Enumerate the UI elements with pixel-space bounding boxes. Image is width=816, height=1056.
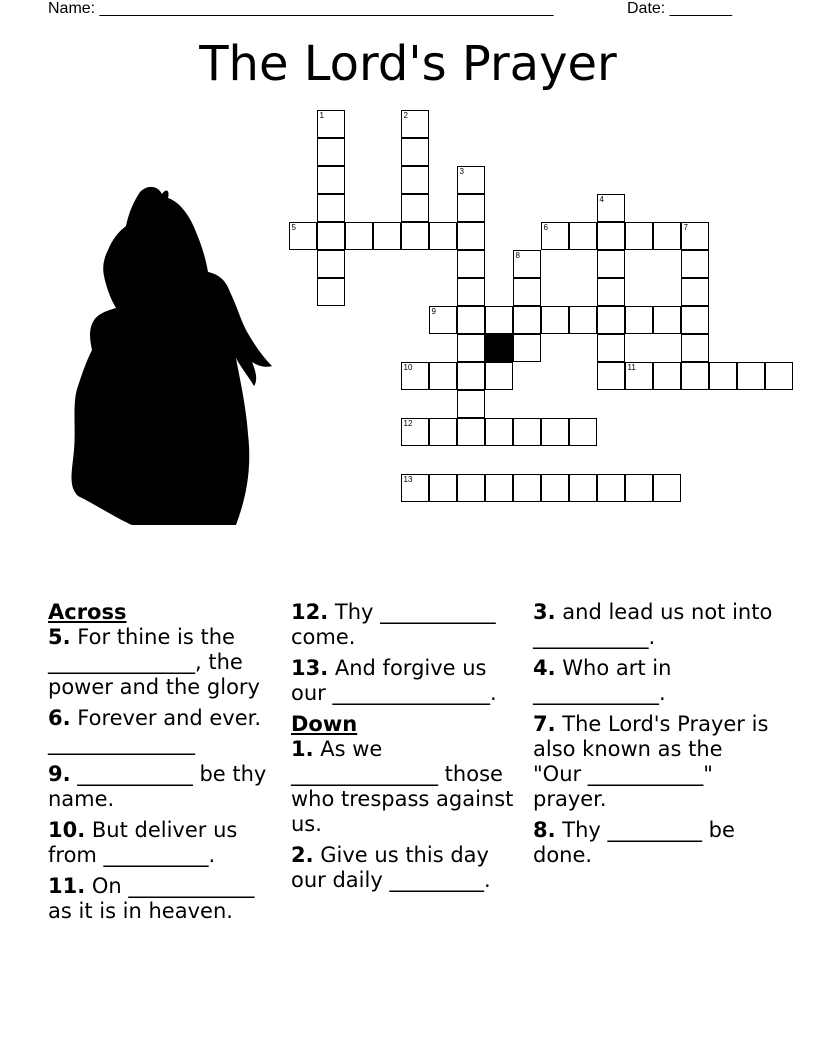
clues-column-3 <box>533 600 773 874</box>
grid-cell[interactable] <box>485 418 513 446</box>
clue-number: 10 <box>403 362 413 372</box>
clue-item-text: Thy ___________ come. <box>291 600 496 649</box>
grid-cell[interactable] <box>765 362 793 390</box>
clue-item <box>291 737 523 837</box>
clue-item-number: 12. <box>291 600 329 624</box>
grid-cell[interactable] <box>457 418 485 446</box>
grid-cell[interactable] <box>653 306 681 334</box>
clue-item-number: 13. <box>291 656 329 680</box>
grid-cell[interactable] <box>317 138 345 166</box>
grid-cell[interactable] <box>513 306 541 334</box>
clue-number: 8 <box>515 250 520 260</box>
clue-item-number: 10. <box>48 818 86 842</box>
grid-cell[interactable] <box>485 306 513 334</box>
clue-item <box>533 600 773 650</box>
clue-item <box>48 874 280 924</box>
date-field-label: Date: _______ <box>627 0 732 17</box>
grid-cell[interactable] <box>597 194 625 222</box>
grid-cell[interactable] <box>737 362 765 390</box>
clues-column-2 <box>291 600 523 899</box>
clue-item-text: ___________ be thy name. <box>48 762 267 811</box>
grid-cell[interactable] <box>681 306 709 334</box>
grid-cell[interactable] <box>569 306 597 334</box>
clues-column-1 <box>48 600 280 930</box>
grid-cell[interactable] <box>681 222 709 250</box>
clue-item-text: Thy _________ be done. <box>533 818 735 867</box>
grid-cell[interactable] <box>457 194 485 222</box>
clue-number: 11 <box>627 362 636 372</box>
grid-cell[interactable] <box>429 306 457 334</box>
clue-number: 6 <box>543 222 548 232</box>
grid-cell[interactable] <box>317 194 345 222</box>
grid-cell[interactable] <box>401 138 429 166</box>
across-clue-list-continued <box>291 600 523 706</box>
name-field-label: Name: ___________________________________________________ <box>48 0 554 17</box>
grid-cell[interactable] <box>681 334 709 362</box>
grid-cell[interactable] <box>457 334 485 362</box>
grid-cell[interactable] <box>541 474 569 502</box>
clue-item-text: Forever and ever. ______________ <box>48 706 262 755</box>
clue-item <box>48 818 280 868</box>
grid-cell[interactable] <box>457 362 485 390</box>
grid-cell[interactable] <box>513 474 541 502</box>
clue-number: 1 <box>319 110 324 120</box>
clue-item <box>533 712 773 812</box>
grid-cell[interactable] <box>429 418 457 446</box>
grid-cell[interactable] <box>457 250 485 278</box>
clue-item-text: But deliver us from __________. <box>48 818 238 867</box>
clue-item-number: 6. <box>48 706 71 730</box>
clue-number: 5 <box>291 222 296 232</box>
praying-figure-silhouette-icon <box>40 180 280 525</box>
clue-item-text: And forgive us our _______________. <box>291 656 497 705</box>
grid-cell[interactable] <box>373 222 401 250</box>
grid-cell[interactable] <box>681 362 709 390</box>
clue-item-text: For thine is the ______________, the power and the glory <box>48 625 260 699</box>
grid-cell[interactable] <box>513 418 541 446</box>
grid-cell[interactable] <box>681 250 709 278</box>
clue-item-text: As we ______________ those who trespass against us. <box>291 737 514 836</box>
clue-item <box>533 656 773 706</box>
clue-number: 4 <box>599 194 604 204</box>
grid-cell[interactable] <box>317 278 345 306</box>
clue-item <box>291 843 523 893</box>
grid-cell[interactable] <box>401 110 429 138</box>
grid-cell[interactable] <box>569 222 597 250</box>
clue-item <box>48 762 280 812</box>
blocked-cell <box>485 334 513 362</box>
grid-cell[interactable] <box>653 474 681 502</box>
grid-cell[interactable] <box>457 166 485 194</box>
clue-number: 7 <box>683 222 688 232</box>
down-heading: Down <box>291 712 358 736</box>
grid-cell[interactable] <box>317 110 345 138</box>
down-clue-list <box>291 737 523 893</box>
grid-cell[interactable] <box>317 166 345 194</box>
grid-cell[interactable] <box>653 222 681 250</box>
clue-item-number: 11. <box>48 874 86 898</box>
grid-cell[interactable] <box>485 362 513 390</box>
clue-item-number: 4. <box>533 656 556 680</box>
grid-cell[interactable] <box>513 278 541 306</box>
grid-cell[interactable] <box>289 222 317 250</box>
clue-item-text: The Lord's Prayer is also known as the "Our ___________" prayer. <box>533 712 769 811</box>
grid-cell[interactable] <box>569 418 597 446</box>
grid-cell[interactable] <box>457 474 485 502</box>
grid-cell[interactable] <box>401 222 429 250</box>
grid-cell[interactable] <box>597 306 625 334</box>
down-clue-list-continued <box>533 600 773 868</box>
clue-item-text: and lead us not into ___________. <box>533 600 773 649</box>
clue-item-text: Give us this day our daily _________. <box>291 843 491 892</box>
grid-cell[interactable] <box>541 222 569 250</box>
grid-cell[interactable] <box>457 222 485 250</box>
clue-item <box>48 625 280 700</box>
clue-number: 9 <box>431 306 436 316</box>
clue-item <box>48 706 280 756</box>
across-heading: Across <box>48 600 127 624</box>
clue-item-number: 2. <box>291 843 314 867</box>
page-title: The Lord's Prayer <box>199 36 617 92</box>
grid-cell[interactable] <box>709 362 737 390</box>
grid-cell[interactable] <box>513 250 541 278</box>
clue-item-number: 9. <box>48 762 71 786</box>
clue-item-number: 1. <box>291 737 314 761</box>
across-clue-list <box>48 625 280 924</box>
grid-cell[interactable] <box>625 222 653 250</box>
grid-cell[interactable] <box>513 334 541 362</box>
clue-item-text: On ____________ as it is in heaven. <box>48 874 255 923</box>
clue-number: 12 <box>403 418 413 428</box>
clue-item-number: 5. <box>48 625 71 649</box>
grid-cell[interactable] <box>681 278 709 306</box>
grid-cell[interactable] <box>429 474 457 502</box>
grid-cell[interactable] <box>541 306 569 334</box>
grid-cell[interactable] <box>597 222 625 250</box>
clue-item <box>291 656 523 706</box>
grid-cell[interactable] <box>597 278 625 306</box>
grid-cell[interactable] <box>429 362 457 390</box>
grid-cell[interactable] <box>569 474 597 502</box>
clue-item <box>291 600 523 650</box>
clue-item <box>533 818 773 868</box>
clue-item-number: 8. <box>533 818 556 842</box>
grid-cell[interactable] <box>401 474 429 502</box>
clue-item-text: Who art in ____________. <box>533 656 672 705</box>
grid-cell[interactable] <box>317 250 345 278</box>
grid-cell[interactable] <box>457 306 485 334</box>
grid-cell[interactable] <box>625 306 653 334</box>
clue-item-number: 3. <box>533 600 556 624</box>
grid-cell[interactable] <box>625 362 653 390</box>
grid-cell[interactable] <box>401 166 429 194</box>
grid-cell[interactable] <box>345 222 373 250</box>
grid-cell[interactable] <box>457 278 485 306</box>
grid-cell[interactable] <box>401 418 429 446</box>
grid-cell[interactable] <box>457 390 485 418</box>
grid-cell[interactable] <box>541 418 569 446</box>
grid-cell[interactable] <box>429 222 457 250</box>
grid-cell[interactable] <box>317 222 345 250</box>
grid-cell[interactable] <box>401 194 429 222</box>
grid-cell[interactable] <box>485 474 513 502</box>
clue-number: 13 <box>403 474 413 484</box>
grid-cell[interactable] <box>597 474 625 502</box>
grid-cell[interactable] <box>597 250 625 278</box>
grid-cell[interactable] <box>597 362 625 390</box>
grid-cell[interactable] <box>597 334 625 362</box>
grid-cell[interactable] <box>625 474 653 502</box>
clue-number: 3 <box>459 166 464 176</box>
clue-item-number: 7. <box>533 712 556 736</box>
grid-cell[interactable] <box>401 362 429 390</box>
grid-cell[interactable] <box>653 362 681 390</box>
clue-number: 2 <box>403 110 408 120</box>
